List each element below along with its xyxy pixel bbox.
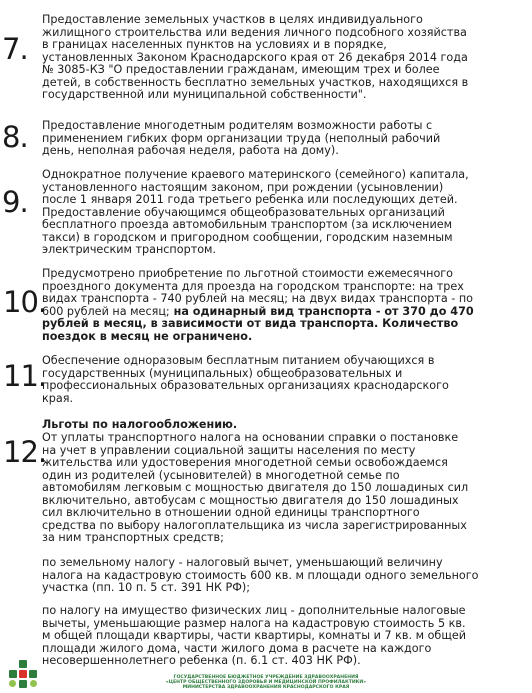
item-text-regular: Предусмотрено приобретение по льготной стоимости ежемесячного проездного документа для проезда на городском транспорте: на трех видах транспорта - 740 рублей на месяц; на двух видах транспорта - по 600 рублей на месяц; (42, 267, 473, 318)
item-text: От уплаты транспортного налога на основании справки о постановке на учет в управлении социальной защиты населения по месту жительства или удостоверения многодетной семьи освобождаемся один из родителей (усыновителей) в многодетной семье по автомобилям легковым с мощностью двигателя до 150 лошадиных сил включительно, автобусам с мощностью двигателя до 150 лошадиных сил включительно в отношении одной единицы транспортного средства по выбору налогоплательщика из числа зарегистрированных за ним транспортных средств; (42, 431, 469, 544)
footer-line-3: МИНИСТЕРСТВА ЗДРАВООХРАНЕНИЯ КРАСНОДАРСКОГО КРАЯ (182, 685, 350, 690)
item-number: 7. (2, 32, 28, 66)
item-text: Предоставление земельных участков в целях индивидуального жилищного строительства или ведения личного подсобного хозяйства в границах населенных пунктов на условиях и в порядке, установленных Законом Краснодарского края от 26 декабря 2014 года № 3085-КЗ "О предоставлении гражданам, имеющим трех и более детей, в собственность бесплатно земельных участков, находящихся в государственной или муниципальной собственности". (42, 13, 469, 101)
item-number: 11. (3, 359, 47, 393)
item-text: Обеспечение одноразовым бесплатным питанием обучающихся в государственных (муниципальных) общеобразовательных и профессиональных образовательных организациях краснодарского края. (42, 354, 449, 405)
item-text: Предоставление многодетным родителям возможности работы с применением гибких форм организации труда (неполный рабочий день, неполная рабочая неделя, работа на дому). (42, 119, 441, 157)
item-text-bold: на одинарный вид транспорта - от 370 до 470 рублей в месяц, в зависимости от вида транспорта. Количество поездок в месяц не ограничено. (42, 304, 474, 343)
footer-line-1: ГОСУДАРСТВЕННОЕ БЮДЖЕТНОЕ УЧРЕЖДЕНИЕ ЗДРАВООХРАНЕНИЯ (173, 675, 359, 680)
item-text: Однократное получение краевого материнского (семейного) капитала, установленного настоящим законом, при рождении (усыновлении) после 1 января 2011 года третьего ребенка или последующих детей. Предоставление обучающимся общеобразовательных организаций бесплатного проезда автомобильным транспортом (за исключением такси) в городском и пригородном сообщении, городским наземным электрическим транспортом. (42, 168, 469, 256)
footer (0, 656, 532, 693)
item-number: 12. (3, 435, 47, 469)
item-paragraph-2: по земельному налогу - налоговый вычет, уменьшающий величину налога на кадастровую стоимость 600 кв. м площади одного земельного участка (пп. 10 п. 5 ст. 391 НК РФ); (42, 556, 479, 594)
item-paragraph-3: по налогу на имущество физических лиц - дополнительные налоговые вычеты, уменьшающие размер налога на кадастровую стоимость 5 кв. м общей площади квартиры, части квартиры, комнаты и 7 кв. м общей площади жилого дома, части жилого дома в расчете на каждого несовершеннолетнего ребенка (п. 6.1 ст. 403 НК РФ). (42, 604, 467, 667)
item-number: 8. (2, 120, 28, 154)
item-number: 10. (3, 285, 47, 319)
item-number: 9. (2, 185, 28, 219)
item-text (42, 268, 524, 343)
footer-line-2: «ЦЕНТР ОБЩЕСТВЕННОГО ЗДОРОВЬЯ И МЕДИЦИНСКОЙ ПРОФИЛАКТИКИ» (165, 680, 367, 685)
item-heading: Льготы по налогообложению. (42, 418, 238, 431)
